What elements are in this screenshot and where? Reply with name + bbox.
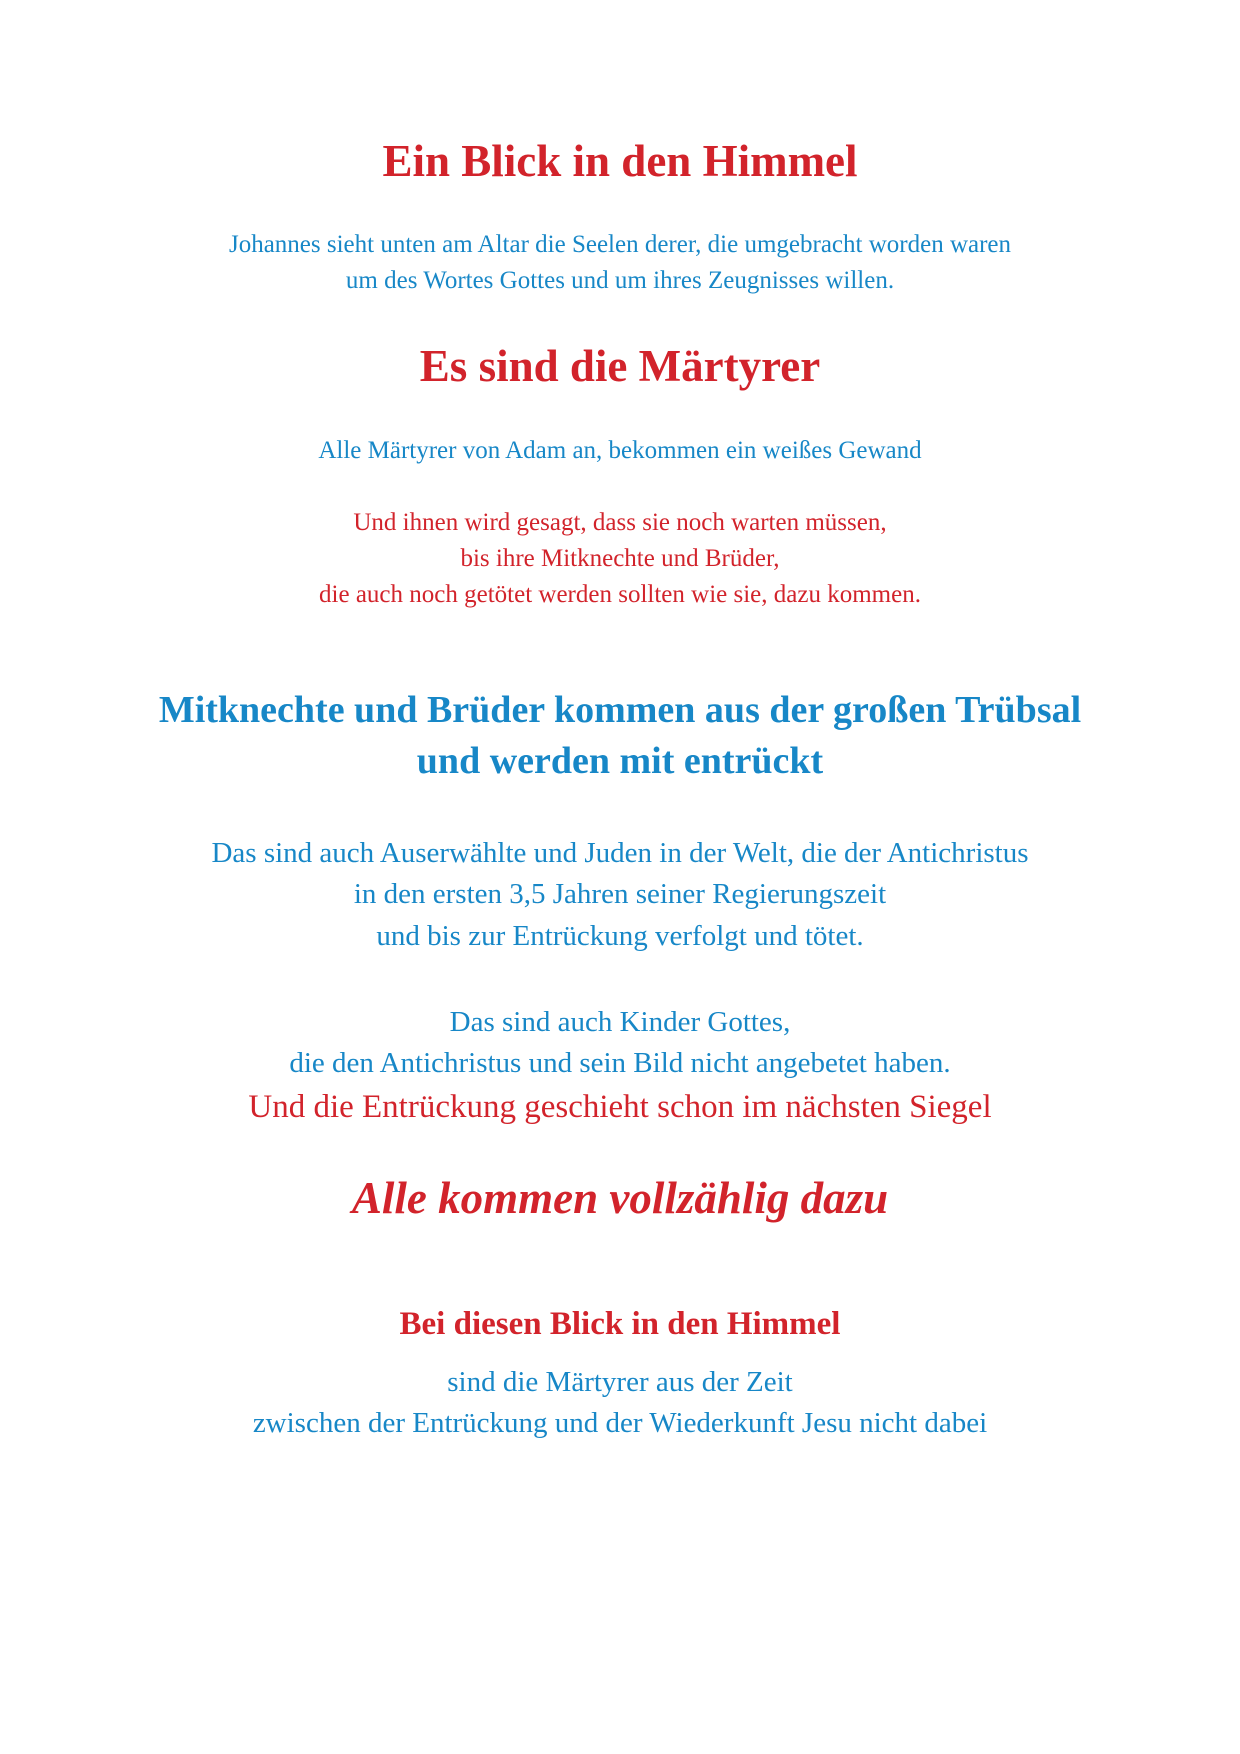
heading-maertyrer: Es sind die Märtyrer [419, 341, 821, 391]
text-line: und bis zur Entrückung verfolgt und tötet. [376, 920, 864, 952]
heading-mitknechte: Mitknechte und Brüder kommen aus der großen Trübsal [158, 689, 1082, 731]
text-line: Johannes sieht unten am Altar die Seelen derer, die umgebracht worden waren [228, 231, 1012, 258]
text-line: Und ihnen wird gesagt, dass sie noch warten müssen, [353, 509, 887, 536]
heading-bei-diesen-blick: Bei diesen Blick in den Himmel [399, 1306, 841, 1342]
text-line: zwischen der Entrückung und der Wiederkunft Jesu nicht dabei [252, 1407, 988, 1439]
text-line: um des Wortes Gottes und um ihres Zeugnisses willen. [345, 267, 895, 294]
text-line: bis ihre Mitknechte und Brüder, [460, 545, 780, 572]
heading-mitknechte-line2: und werden mit entrückt [416, 740, 824, 782]
text-line: Das sind auch Kinder Gottes, [449, 1006, 791, 1038]
text-line: Das sind auch Auserwählte und Juden in der Welt, die der Antichristus [211, 837, 1029, 869]
heading-blick-in-den-himmel: Ein Blick in den Himmel [382, 136, 858, 186]
text-line: in den ersten 3,5 Jahren seiner Regierungszeit [353, 878, 887, 910]
text-line: sind die Märtyrer aus der Zeit [447, 1366, 793, 1398]
text-line: Und die Entrückung geschieht schon im nächsten Siegel [248, 1089, 992, 1125]
text-line: die den Antichristus und sein Bild nicht angebetet haben. [289, 1047, 951, 1079]
heading-vollzaehlig: Alle kommen vollzählig dazu [351, 1173, 889, 1223]
text-line: Alle Märtyrer von Adam an, bekommen ein weißes Gewand [318, 437, 922, 464]
text-line: die auch noch getötet werden sollten wie sie, dazu kommen. [319, 581, 921, 608]
